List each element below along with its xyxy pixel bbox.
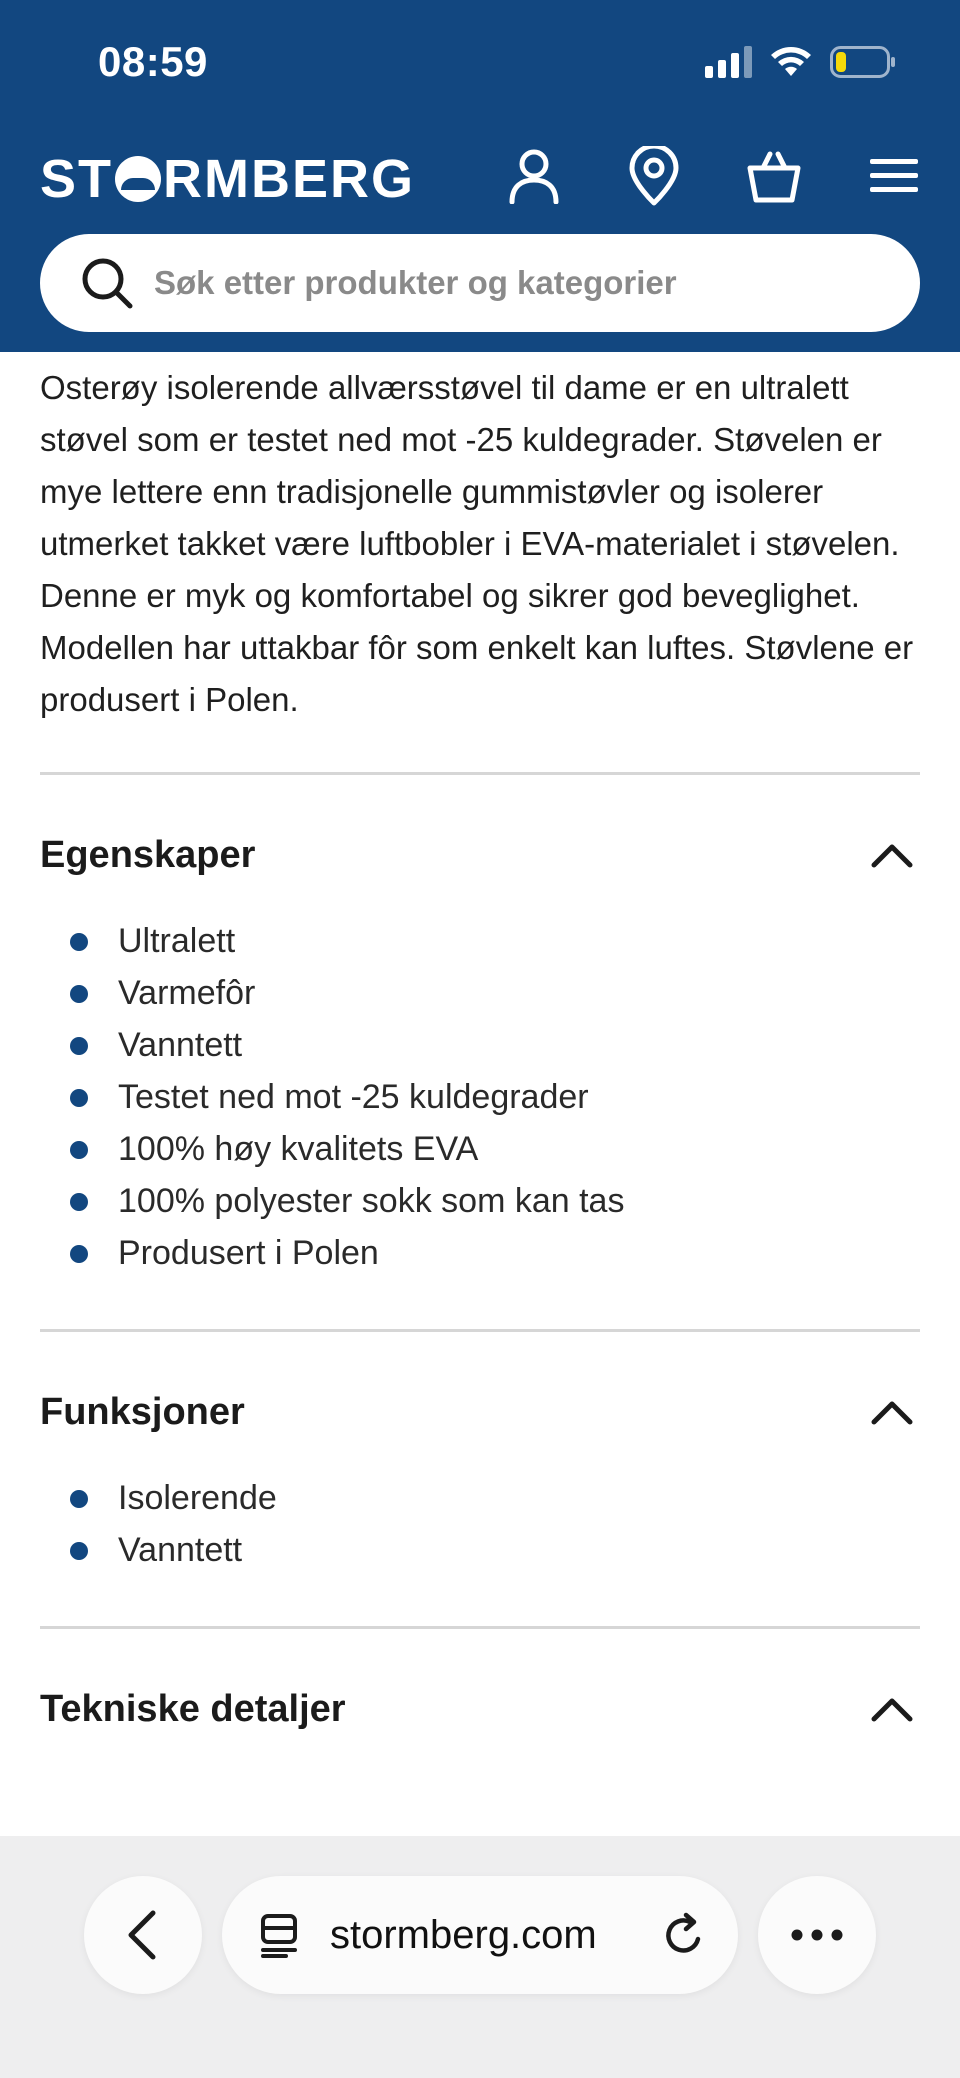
logo-text-right: RMBERG [163, 149, 416, 209]
search-bar[interactable] [40, 234, 920, 332]
shopping-bag-icon [746, 148, 802, 204]
user-icon [508, 148, 560, 204]
list-item: Isolerende [70, 1472, 920, 1524]
list-item: Vanntett [70, 1524, 920, 1576]
logo-mountain-mark [115, 156, 161, 202]
nav-row [0, 140, 960, 212]
cellular-signal-icon [705, 46, 752, 78]
location-pin-icon [628, 146, 680, 206]
product-details [40, 352, 920, 1789]
chevron-up-icon [868, 1388, 916, 1436]
list-item: Varmefôr [70, 967, 920, 1019]
product-description: Osterøy isolerende allværsstøvel til dame er en ultralett støvel som er testet ned mot -25 kuldegrader. Støvelen er mye lettere enn tradisjonelle gummistøvler og isolerer utmerket takket være luftbobler i EVA-materialet i støvelen. Denne er myk og komfortabel og sikrer god beveglighet. Modellen har uttakbar fôr som enkelt kan luftes. Støvlene er produsert i Polen. [40, 369, 914, 718]
status-bar [0, 0, 960, 130]
function-list [40, 1472, 920, 1576]
section-title: Funksjoner [40, 1390, 245, 1433]
site-header [0, 0, 960, 352]
status-icons [705, 46, 896, 78]
list-item: Produsert i Polen [70, 1227, 920, 1279]
chevron-up-icon [868, 831, 916, 879]
browser-toolbar [0, 1836, 960, 2078]
menu-button[interactable] [858, 140, 930, 212]
logo-text-left: ST [40, 149, 114, 209]
section-title: Tekniske detaljer [40, 1687, 346, 1730]
section-title: Egenskaper [40, 833, 256, 876]
page-menu-icon [258, 1912, 304, 1958]
section-header-egenskaper[interactable] [40, 775, 920, 935]
section-funksjoner [40, 1332, 920, 1576]
address-bar[interactable] [222, 1876, 738, 1994]
section-header-tekniske-detaljer[interactable] [40, 1629, 920, 1789]
url-text: stormberg.com [330, 1912, 597, 1957]
status-time: 08:59 [98, 38, 208, 85]
more-options-button[interactable] [758, 1876, 876, 1994]
section-header-funksjoner[interactable] [40, 1332, 920, 1492]
list-item: Testet ned mot -25 kuldegrader [70, 1071, 920, 1123]
account-button[interactable] [498, 140, 570, 212]
chevron-left-icon [123, 1909, 163, 1961]
header-icons [498, 140, 930, 212]
stormberg-logo[interactable] [40, 148, 415, 210]
ellipsis-icon [791, 1929, 843, 1941]
list-item: Vanntett [70, 1019, 920, 1071]
search-input[interactable] [154, 253, 874, 313]
wifi-icon [770, 46, 812, 78]
chevron-up-icon [868, 1685, 916, 1733]
list-item: 100% høy kvalitets EVA [70, 1123, 920, 1175]
back-button[interactable] [84, 1876, 202, 1994]
reload-icon[interactable] [660, 1911, 708, 1959]
menu-icon [868, 156, 920, 196]
battery-icon [830, 46, 896, 78]
store-locator-button[interactable] [618, 140, 690, 212]
search-icon [80, 256, 134, 310]
feature-list [40, 915, 920, 1279]
list-item: Ultralett [70, 915, 920, 967]
cart-button[interactable] [738, 140, 810, 212]
list-item: 100% polyester sokk som kan tas [70, 1175, 920, 1227]
section-tekniske-detaljer [40, 1629, 920, 1789]
section-egenskaper [40, 775, 920, 1279]
